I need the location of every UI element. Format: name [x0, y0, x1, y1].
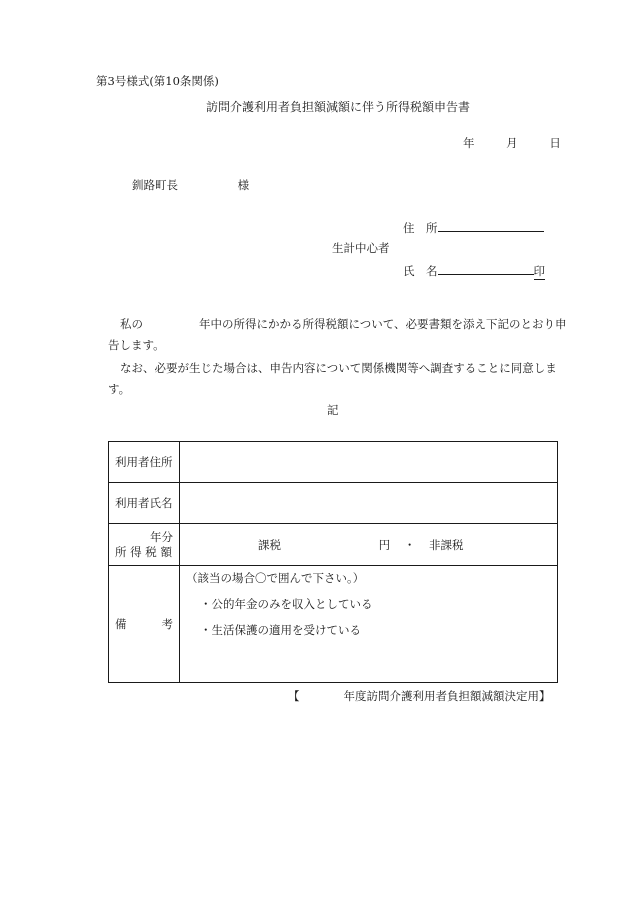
remarks-label-a: 備 [115, 617, 127, 631]
row-user-name [109, 483, 558, 524]
applicant-name [403, 262, 545, 280]
yen-label: 円 [378, 537, 391, 552]
footer-text: 年度訪問介護利用者負担額減額決定用】 [343, 689, 551, 703]
paragraph-1 [108, 314, 574, 356]
addressee-name: 釧路町長 [132, 178, 178, 192]
form-number: 第3号様式(第10条関係) [96, 74, 219, 88]
address-underline [438, 219, 544, 232]
user-address-label-cell [109, 442, 180, 483]
user-name-value-cell [180, 483, 558, 524]
remarks-item-welfare: ・生活保護の適用を受けている [200, 623, 361, 637]
user-address-label: 利用者住所 [115, 455, 173, 469]
p2-line1: なお、必要が生じた場合は、申告内容について関係機関等へ調査することに同意しま [120, 361, 557, 375]
remarks-note: （該当の場合〇で囲んで下さい。） [186, 571, 365, 585]
income-tax-year-label: 年分 [150, 529, 173, 544]
user-name-label: 利用者氏名 [115, 496, 173, 510]
p1-rest: 年中の所得にかかる所得税額について、必要書類を添え下記のとおり申 [199, 317, 567, 331]
remarks-item-pension: ・公的年金のみを収入としている [200, 597, 373, 611]
date-day-label: 日 [549, 136, 561, 150]
remarks-label-b: 考 [161, 617, 173, 631]
paragraph-2 [108, 358, 574, 400]
seal-mark: 印 [533, 264, 545, 278]
footer-bracket: 【 [288, 689, 300, 703]
footer-label [288, 688, 551, 704]
date-year-label: 年 [463, 136, 475, 150]
income-tax-label: 所 得 税 額 [115, 544, 172, 559]
addressee-honorific: 様 [237, 178, 250, 192]
p1-start: 私の [120, 317, 143, 331]
row-remarks [109, 566, 558, 683]
document-title: 訪問介護利用者負担額減額に伴う所得税額申告書 [206, 100, 471, 114]
taxable-label: 課税 [258, 537, 281, 552]
remarks-label-cell [109, 566, 180, 683]
ki-heading: 記 [327, 403, 339, 417]
income-tax-value-cell [180, 524, 558, 566]
address-label: 住 所 [403, 221, 438, 235]
user-address-value-cell [180, 442, 558, 483]
name-underline [438, 262, 534, 275]
income-tax-label-cell [109, 524, 180, 566]
info-table [108, 441, 558, 683]
date-line [463, 135, 561, 151]
date-month-label: 月 [506, 136, 518, 150]
row-user-address [109, 442, 558, 483]
tax-exempt-label: 非課税 [428, 537, 464, 552]
remarks-value-cell [180, 566, 558, 683]
row-income-tax [109, 524, 558, 566]
p1-end: 告します。 [108, 338, 165, 352]
applicant-address [403, 219, 544, 236]
addressee [132, 177, 249, 193]
relation-label: 生計中心者 [332, 241, 390, 255]
name-label: 氏 名 [403, 264, 438, 278]
p2-line2: す。 [108, 382, 131, 396]
separator-dot: ・ [403, 537, 416, 552]
user-name-label-cell [109, 483, 180, 524]
